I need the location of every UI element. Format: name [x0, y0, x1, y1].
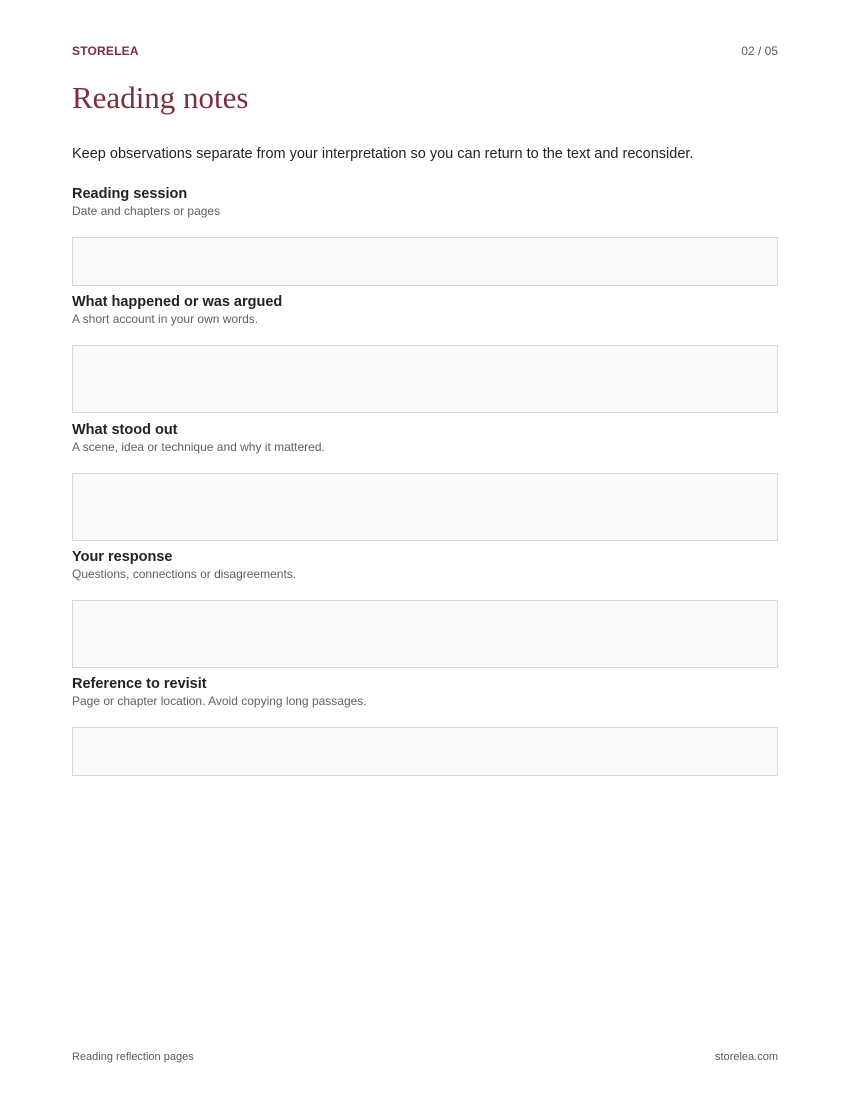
footer-document-name: Reading reflection pages	[72, 1051, 194, 1063]
footer-website: storelea.com	[715, 1051, 778, 1063]
page-number: 02 / 05	[741, 44, 778, 58]
section-reading-session	[72, 185, 778, 219]
section-your-response	[72, 548, 778, 582]
page-title: Reading notes	[72, 80, 249, 115]
what-happened-field[interactable]	[72, 345, 778, 413]
section-reference-to-revisit	[72, 675, 778, 709]
section-label: Your response	[72, 549, 173, 565]
section-what-stood-out	[72, 421, 778, 455]
section-label: What happened or was argued	[72, 294, 283, 310]
brand-name: STORELEA	[72, 44, 139, 58]
section-label: Reference to revisit	[72, 676, 207, 692]
intro-text: Keep observations separate from your interpretation so you can return to the text and reconsider.	[72, 146, 694, 162]
section-what-happened	[72, 293, 778, 327]
page-header	[72, 44, 778, 60]
section-label: What stood out	[72, 422, 178, 438]
reference-to-revisit-field[interactable]	[72, 727, 778, 776]
section-hint: A scene, idea or technique and why it mattered.	[72, 440, 325, 454]
section-label: Reading session	[72, 186, 188, 202]
reading-session-field[interactable]	[72, 237, 778, 286]
section-hint: Date and chapters or pages	[72, 204, 221, 218]
your-response-field[interactable]	[72, 600, 778, 668]
section-hint: A short account in your own words.	[72, 312, 259, 326]
section-hint: Page or chapter location. Avoid copying long passages.	[72, 694, 367, 708]
page	[72, 0, 778, 1100]
section-hint: Questions, connections or disagreements.	[72, 567, 297, 581]
what-stood-out-field[interactable]	[72, 473, 778, 541]
